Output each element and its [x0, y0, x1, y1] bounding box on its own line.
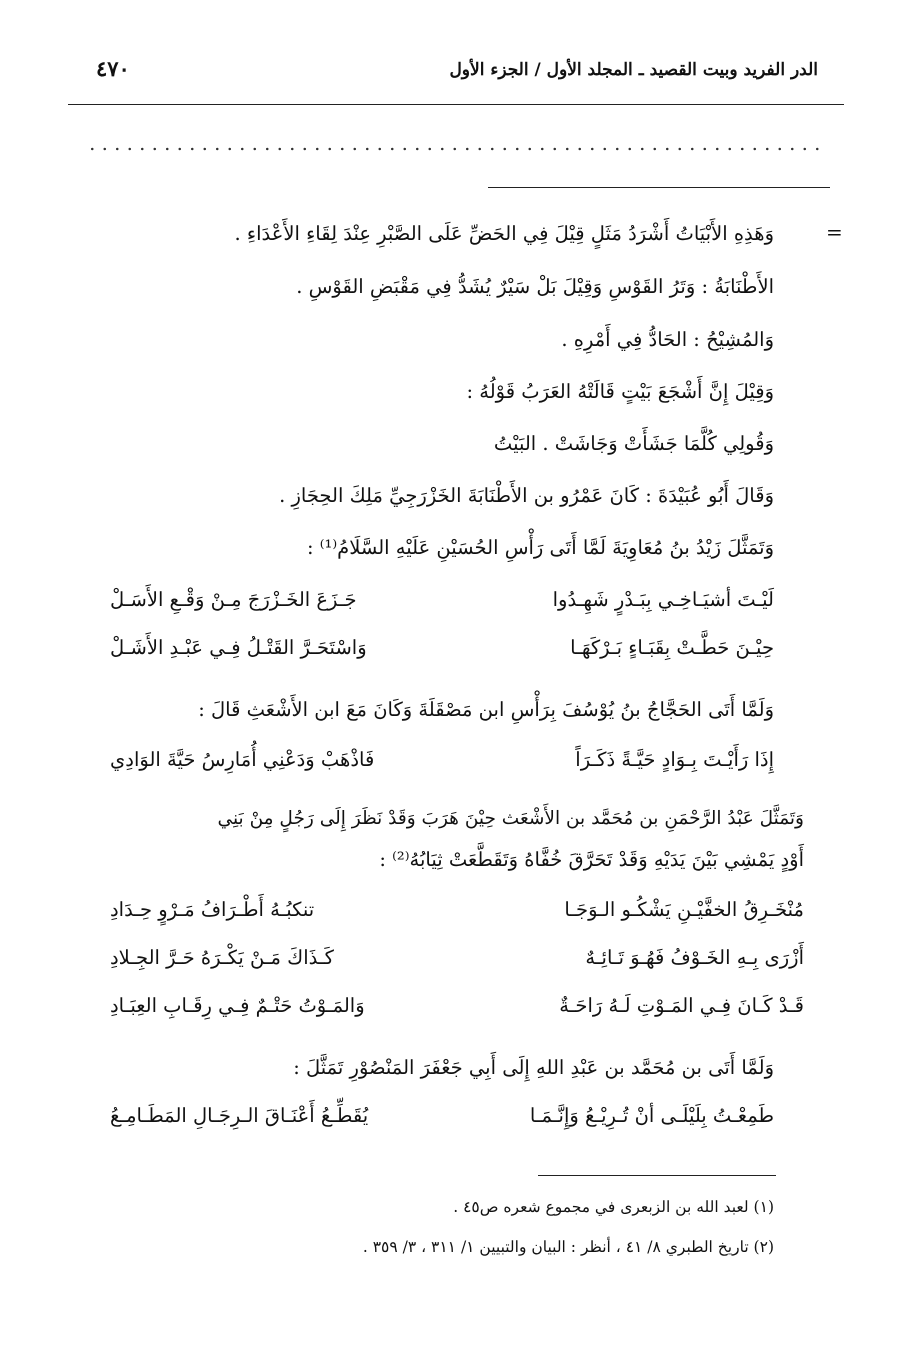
running-header-title: الدر الفريد وبيت القصيد ـ المجلد الأول / الجزء الأول	[449, 60, 818, 80]
verse-7-hemistich-a: طَمِعْـتُ بِلَيْلَـى أنْ تُـرِيْـعُ وَإِنَّـمَـا	[529, 1104, 774, 1127]
section-rule	[488, 187, 830, 188]
page-number: ٤٧٠	[96, 56, 130, 81]
paragraph-2: الأَطْنَابَةُ : وَتَرُ القَوْسِ وَقِيْلَ بَلْ سَيْرٌ يُشَدُّ فِي مَقْبَضِ القَوْسِ .	[296, 275, 774, 298]
footnote-rule	[538, 1175, 776, 1176]
footnote-2: (٢) تاريخ الطبري ٨/ ٤١ ، أنظر : البيان والتبيين ١/ ٣١١ ، ٣/ ٣٥٩ .	[362, 1238, 774, 1256]
paragraph-6: وَقَالَ أَبُو عُبَيْدَةَ : كَانَ عَمْرُو بن الأَطْنَابَةَ الخَزْرَجِيِّ مَلِكَ الحِجَازِ .	[279, 484, 774, 507]
paragraph-9-line-2: أَوْدٍ يَمْشِي بَيْنَ يَدَيْهِ وَقَدْ تَحَرَّقَ خُفَّاهُ وَتَقَطَّعَتْ ثِيَابُهُ⁽²⁾ :	[379, 848, 804, 871]
verse-2-hemistich-b: وَاسْتَحَـرَّ القَتْـلُ فِـي عَبْـدِ الأَشَـلْ	[110, 636, 367, 659]
footnote-1: (١) لعبد الله بن الزبعرى في مجموع شعره ص٤٥ .	[453, 1198, 774, 1216]
verse-5-hemistich-a: أَزْرَى بِـهِ الخَـوْفُ فَهُـوَ تَـائِـهٌ	[585, 946, 804, 969]
verse-3-hemistich-a: إِذَا رَأَيْـتَ بِـوَادٍ حَيَّـةً ذَكَـرَاً	[575, 748, 774, 771]
header-rule	[68, 104, 844, 105]
verse-4-hemistich-a: مُنْخَـرِقُ الخفَّيْـنِ يَشْكُـو الـوَجَـا	[564, 898, 804, 921]
verse-1-hemistich-b: جَـزَعَ الخَـزْرَجَ مِـنْ وَقْـعِ الأَسَـلْ	[110, 588, 357, 611]
paragraph-7: وَتَمَثَّلَ زَيْدُ بنُ مُعَاوِيَةَ لَمَّا أَتَى رَأْسِ الحُسَيْنِ عَلَيْهِ السَّلَامُ⁽¹⁾ :	[306, 536, 774, 559]
dotted-separator	[86, 147, 828, 151]
verse-1-hemistich-a: لَيْـتَ أشيَـاخِـي بِبَـدْرٍ شَهِـدُوا	[552, 588, 774, 611]
paragraph-9-line-1: وَتَمَثَّلَ عَبْدُ الرَّحْمَنِ بن مُحَمَّد بن الأَشْعَث حِيْنَ هَرَبَ وَقَدْ نَظَرَ إِلَى رَجُلٍ مِنْ بَنِي	[217, 808, 804, 829]
verse-2-hemistich-a: حِيْـنَ حَطَّـتْ بِقَبَـاءٍ بَـرْكَهَـا	[570, 636, 774, 659]
paragraph-1: وَهَذِهِ الأَبْيَاتُ أَشْرَدُ مَثَلٍ قِيْلَ فِي الحَضِّ عَلَى الصَّبْرِ عِنْدَ لِقَاءِ الأَعْدَاءِ .	[234, 222, 774, 245]
paragraph-8: وَلَمَّا أَتَى الحَجَّاجُ بنُ يُوْسُفَ بِرَأْسِ ابن مَصْقَلَةَ وَكَانَ مَعَ ابن الأَشْعَثِ قَالَ :	[198, 698, 774, 721]
paragraph-5: وَقُولِي كُلَّمَا جَشَأَتْ وَجَاشَتْ . البَيْتُ	[493, 432, 774, 455]
continuation-mark: =	[826, 220, 843, 244]
paragraph-10: وَلَمَّا أَتَى بن مُحَمَّد بن عَبْدِ اللهِ إِلَى أَبِي جَعْفَرَ المَنْصُوْرِ تَمَثَّلَ :	[293, 1056, 774, 1079]
paragraph-4: وَقِيْلَ إِنَّ أَشْجَعَ بَيْتٍ قَالَتْهُ العَرَبُ قَوْلُهُ :	[466, 380, 774, 403]
verse-3-hemistich-b: فَاذْهَبْ وَدَعْنِي أُمَارِسُ حَيَّةَ الوَادِي	[110, 748, 375, 771]
paragraph-3: وَالمُشِيْحُ : الحَادُّ فِي أَمْرِهِ .	[561, 328, 774, 351]
verse-7-hemistich-b: يُقَطِّـعُ أَعْنَـاقَ الـرِجَـالِ المَطَـامِـعُ	[110, 1104, 369, 1127]
verse-6-hemistich-a: قَـدْ كَـانَ فِـي المَـوْتِ لَـهُ رَاحَـةٌ	[559, 994, 804, 1017]
verse-5-hemistich-b: كَـذَاكَ مَـنْ يَكْـرَهُ حَـرَّ الجِـلادِ	[110, 946, 334, 969]
verse-4-hemistich-b: تنكبُـهُ أَطْـرَافُ مَـرْوٍ حِـدَادِ	[110, 898, 315, 921]
verse-6-hemistich-b: وَالمَـوْتُ حَتْـمٌ فِـي رِقَـابِ العِبَـادِ	[110, 994, 365, 1017]
